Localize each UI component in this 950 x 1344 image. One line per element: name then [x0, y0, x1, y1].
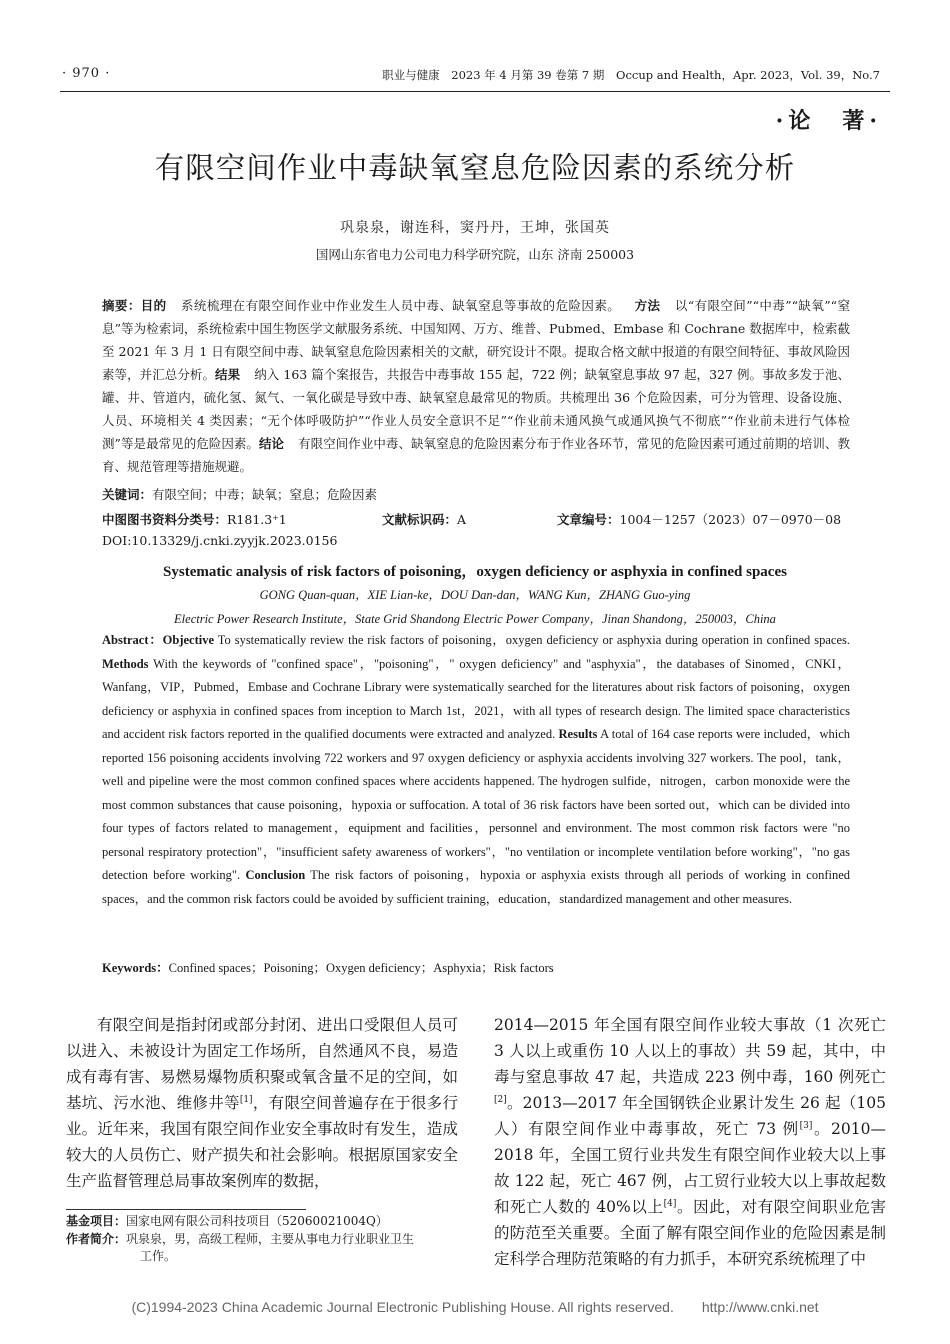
header-rule — [60, 91, 890, 92]
conclusion-label-cn: 结论 — [258, 436, 285, 451]
keywords-cn — [102, 485, 850, 503]
objective-label-en: Objective — [162, 633, 215, 647]
article-title-en: Systematic analysis of risk factors of poisoning，oxygen deficiency or asphyxia in confined spaces — [163, 564, 787, 580]
journal-name-en: Occup and Health，Apr. 2023，Vol. 39，No.7 — [616, 68, 880, 82]
methods-label-en: Methods — [102, 656, 149, 671]
clc-label: 中图图书资料分类号： — [102, 512, 228, 527]
doc-code — [382, 510, 466, 528]
citation-ref[interactable]: [1] — [239, 1094, 253, 1105]
body-text: 2014—2015 年全国有限空间作业较大事故（1 次死亡 3 人以上或重伤 10 人以上的事故）共 59 起，其中，中毒与窒息事故 47 起，共造成 223 例中毒，160 例死亡 — [494, 1016, 886, 1086]
conclusion-en: The risk factors of poisoning，hypoxia or asphyxia exists through all periods of working in confined spaces，and the common risk factors could be avoided by sufficient training，education，standardized management and other measures. — [102, 868, 851, 906]
keywords-cn-label: 关键词： — [102, 487, 153, 502]
journal-name-cn: 职业与健康 — [382, 68, 440, 82]
copyright-notice: (C)1994-2023 China Academic Journal Electronic Publishing House. All rights reserved. http://www.cnki.net — [131, 1299, 819, 1315]
methods-en: With the keywords of "confined space"，"poisoning"，" oxygen deficiency" and "asphyxia"，the databases of Sinomed，CNKI，Wanfang，VIP，Pubmed，Embase and Cochrane Library were systematically searched for the literatures about risk factors of poisoning，oxygen deficiency or asphyxia in confined spaces from inception to March 1st，2021，with all types of research design. The limited space characteristics and accident risk factors reported in the qualified documents were extracted and analyzed. — [102, 656, 850, 741]
authors-cn: 巩泉泉，谢连科，窦丹丹，王坤，张国英 — [340, 220, 610, 236]
authors-en: GONG Quan-quan，XIE Lian-ke，DOU Dan-dan，WANG Kun，ZHANG Guo-ying — [259, 588, 691, 602]
body-paragraph — [494, 1012, 886, 1272]
keywords-cn-text: 有限空间；中毒；缺氧；窒息；危险因素 — [152, 487, 378, 502]
keywords-en — [102, 958, 850, 976]
clc-code — [102, 510, 287, 528]
affiliation-en: Electric Power Research Institute，State Grid Shandong Electric Power Company，Jinan Shandong，250003，China — [174, 612, 776, 626]
abstract-en-label: Abstract： — [102, 633, 163, 647]
objective-cn: 系统梳理在有限空间作业中作业发生人员中毒、缺氧窒息等事故的危险因素。 — [180, 298, 621, 313]
footnote-author — [66, 1231, 458, 1265]
citation-ref[interactable]: [3] — [799, 1120, 813, 1131]
results-label-en: Results — [558, 727, 598, 741]
body-text: 。2010—2018 年，全国工贸行业共发生有限空间作业较大以上事故 122 起，死亡 467 例，占工贸行业较大以上事故起数和死亡人数的 40%以上 — [494, 1120, 886, 1216]
section-tag: ·论 著· — [775, 108, 882, 134]
doc-code-value: A — [457, 512, 467, 527]
abstract-cn-label: 摘要： — [102, 298, 141, 313]
footnote-funding — [66, 1213, 458, 1230]
results-cn: 纳入 163 篇个案报告，共报告中毒事故 155 起，722 例；缺氧窒息事故 97 起，327 例。事故多发于池、罐、井、管道内，硫化氢、氮气、一氧化碳是导致中毒、缺氧窒息最常见的物质。共梳理出 36 个危险因素，可分为管理、设备设施、人员、环境相关 4 类因素；“无个体呼吸防护”“作业人员安全意识不足”“作业前未通风换气或通风换气不彻底”“作业前未进行气体检测”等是最常见的危险因素。 — [102, 367, 850, 451]
doc-code-label: 文献标识码： — [382, 512, 458, 527]
body-text: 。因此，对有限空间职业危害的防范至关重要。全面了解有限空间作业的危险因素是制定科学合理防范策略的有力抓手，本研究系统梳理了中 — [494, 1198, 886, 1268]
methods-cn: 以“有限空间”“中毒”“缺氧”“窒息”等为检索词，系统检索中国生物医学文献服务系统、中国知网、万方、维普、Pubmed、Embase 和 Cochrane 数据库中，检索截至 2021 年 3 月 1 日有限空间中毒、缺氧窒息危险因素相关的文献，研究设计不限。提取合格文献中报道的有限空间特征、事故风险因素等，并汇总分析。 — [102, 298, 850, 382]
author-bio-text-cont: 工作。 — [140, 1249, 177, 1263]
keywords-en-label: Keywords： — [102, 961, 169, 975]
article-no-label: 文章编号： — [557, 512, 620, 527]
keywords-en-text: Confined spaces；Poisoning；Oxygen deficiency；Asphyxia；Risk factors — [168, 961, 554, 975]
body-text: 有限空间是指封闭或部分封闭、进出口受限但人员可以进入、未被设计为固定工作场所，自然通风不良，易造成有毒有害、易燃易爆物质积聚或氧含量不足的空间，如基坑、污水池、维修井等 — [66, 1016, 458, 1112]
clc-value: R181.3⁺1 — [227, 512, 287, 527]
body-column-right — [494, 1012, 886, 1277]
citation-ref[interactable]: [2] — [494, 1094, 507, 1105]
article-number — [557, 510, 841, 528]
affiliation-cn: 国网山东省电力公司电力科学研究院，山东 济南 250003 — [315, 247, 635, 262]
results-en: A total of 164 case reports were included，which reported 156 poisoning accidents involving 722 workers and 97 oxygen deficiency or asphyxia accidents involving 327 workers. The pool，tank，well and pipeline were the most common confined spaces where accidents happened. The hydrogen sulfide，nitrogen，carbon monoxide were the most common substances that cause poisoning，hypoxia or suffocation. A total of 36 risk factors have been sorted out，which can be divided into four types of factors related to management，equipment and facilities，personnel and environment. The most common risk factors were "no personal respiratory protection"，"insufficient safety awareness of workers"，"no ventilation or incomplete ventilation before working"，"no gas detection before working". — [102, 727, 851, 882]
body-text: ，有限空间普遍存在于很多行业。近年来，我国有限空间作业安全事故时有发生，造成较大的人员伤亡、财产损失和社会影响。根据原国家安全生产监督管理总局事故案例库的数据， — [66, 1094, 458, 1190]
objective-en: To systematically review the risk factors of poisoning，oxygen deficiency or asphyxia during operation in confined spaces. — [217, 633, 850, 647]
footnote-rule — [66, 1209, 306, 1210]
citation-ref[interactable]: [4] — [663, 1198, 677, 1209]
abstract-en — [102, 629, 850, 911]
article-no-value: 1004－1257（2023）07－0970－08 — [619, 512, 842, 527]
article-title-cn: 有限空间作业中毒缺氧窒息危险因素的系统分析 — [154, 151, 796, 185]
conclusion-cn: 有限空间作业中毒、缺氧窒息的危险因素分布于作业各环节，常见的危险因素可通过前期的培训、教育、规范管理等措施规避。 — [102, 436, 850, 474]
body-column-left — [66, 1012, 458, 1202]
page-number: · 970 · — [62, 66, 111, 81]
abstract-cn — [102, 294, 850, 478]
body-text: 。2013—2017 年全国钢铁企业累计发生 26 起（105 人）有限空间作业中毒事故，死亡 73 例 — [494, 1094, 886, 1138]
journal-issue-cn: 2023 年 4 月第 39 卷第 7 期 — [451, 68, 605, 82]
author-bio-text: 巩泉泉，男，高级工程师，主要从事电力行业职业卫生 — [126, 1232, 415, 1246]
conclusion-label-en: Conclusion — [245, 868, 306, 882]
doi: DOI:10.13329/j.cnki.zyyjk.2023.0156 — [102, 533, 338, 548]
author-bio-label: 作者简介： — [66, 1232, 127, 1246]
objective-label-cn: 目的 — [140, 298, 167, 313]
methods-label-cn: 方法 — [634, 298, 661, 313]
fund-text: 国家电网有限公司科技项目（52060021004Q） — [126, 1214, 388, 1228]
running-header — [382, 67, 880, 83]
body-paragraph — [66, 1012, 458, 1194]
results-label-cn: 结果 — [215, 367, 241, 382]
fund-label: 基金项目： — [66, 1214, 127, 1228]
